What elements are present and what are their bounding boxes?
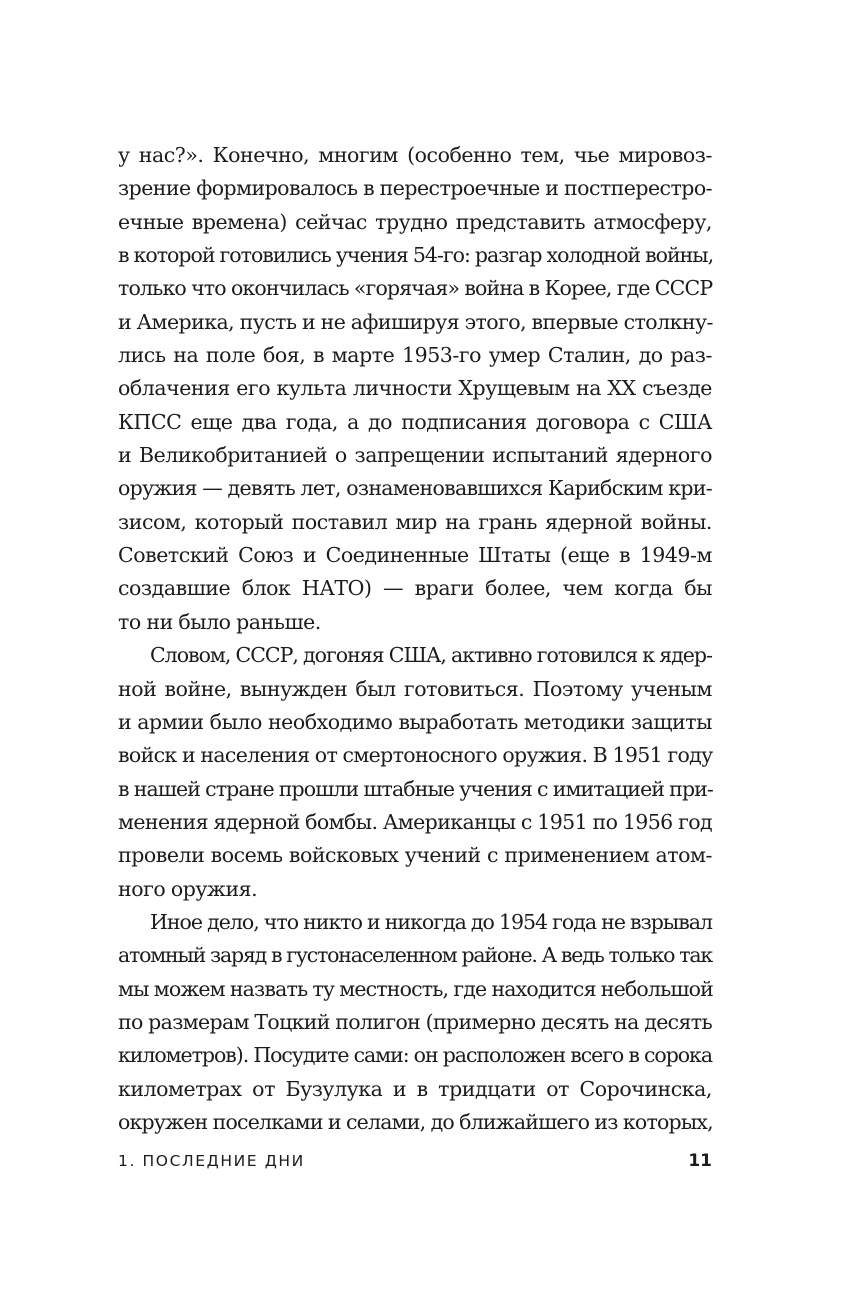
text-line: в которой готовились учения 54-го: разгар холодной войны, <box>118 243 714 268</box>
text-line: в нашей стране прошли штабные учения с имитацией при- <box>118 776 713 801</box>
text-line: и Америка, пусть и не афишируя этого, впервые столкну- <box>118 309 713 334</box>
text-line: провели восемь войсковых учений с применением атом- <box>118 843 712 868</box>
text-line: по размерам Тоцкий полигон (примерно десять на десять <box>118 1009 712 1034</box>
text-line: у нас?». Конечно, многим (особенно тем, чье мировоз- <box>118 143 712 167</box>
text-line: ной войне, вынужден был готовиться. Поэтому ученым <box>118 676 712 701</box>
running-head: 1. ПОСЛЕДНИЕ ДНИ <box>118 1152 305 1170</box>
text-line: зрение формировалось в перестроечные и постперестро- <box>118 176 712 201</box>
page-footer <box>118 1148 712 1174</box>
text-line: менения ядерной бомбы. Американцы с 1951 по 1956 год <box>118 809 712 834</box>
text-line: КПСС еще два года, а до подписания договора с США <box>118 409 712 434</box>
paragraph-start-line: Словом, СССР, догоняя США, активно готовился к ядер- <box>150 643 712 668</box>
main-text <box>118 139 712 1139</box>
text-line: и Великобританией о запрещении испытаний ядерного <box>118 443 712 468</box>
paragraph-end-line: ного оружия. <box>118 876 258 901</box>
text-line: оружия — девять лет, ознаменовавшихся Карибским кри- <box>118 476 712 501</box>
paragraph-start-line: Иное дело, что никто и никогда до 1954 года не взрывал <box>150 909 712 934</box>
text-line: облачения его культа личности Хрущевым на XX съезде <box>118 376 712 401</box>
text-line: создавшие блок НАТО) — враги более, чем когда бы <box>118 576 712 601</box>
text-line: Советский Союз и Соединенные Штаты (еще в 1949-м <box>118 543 712 568</box>
paragraph-end-line: то ни было раньше. <box>118 609 321 634</box>
text-line: километров). Посудите сами: он расположен всего в сорока <box>118 1043 712 1068</box>
text-line: лись на поле боя, в марте 1953-го умер Сталин, до раз- <box>118 343 712 368</box>
text-line: войск и населения от смертоносного оружия. В 1951 году <box>118 743 713 768</box>
text-line: зисом, который поставил мир на грань ядерной войны. <box>118 509 712 534</box>
text-line: ечные времена) сейчас трудно представить атмосферу, <box>118 209 712 234</box>
text-line: и армии было необходимо выработать методики защиты <box>118 709 712 734</box>
text-line: окружен поселками и селами, до ближайшего из которых, <box>118 1109 713 1134</box>
text-line: мы можем назвать ту местность, где находится небольшой <box>118 976 713 1001</box>
text-line: только что окончилась «горячая» война в Корее, где СССР <box>118 276 713 301</box>
text-line: километрах от Бузулука и в тридцати от Сорочинска, <box>118 1076 712 1101</box>
text-line: атомный заряд в густонаселенном районе. А ведь только так <box>118 943 712 968</box>
page-number: 11 <box>688 1151 712 1171</box>
